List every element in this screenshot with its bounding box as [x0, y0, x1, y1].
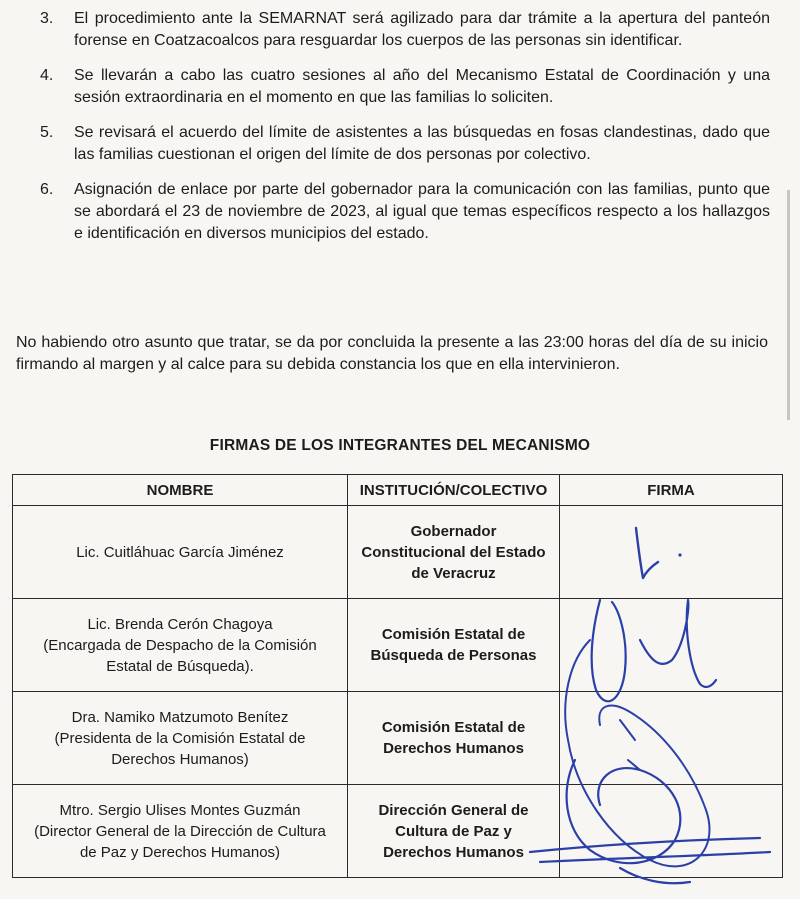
institution-cell: [348, 785, 560, 878]
name-line: (Presidenta de la Comisión Estatal de: [54, 729, 306, 747]
agreement-list: [40, 8, 770, 258]
institution-line: Gobernador: [410, 522, 497, 540]
institution-line: Constitucional del Estado: [361, 543, 546, 561]
name-line: Mtro. Sergio Ulises Montes Guzmán: [59, 801, 301, 819]
item-number: 3.: [40, 10, 54, 27]
item-number: 5.: [40, 124, 54, 141]
signature-cell: [560, 506, 783, 599]
institution-line: Derechos Humanos: [383, 843, 524, 861]
item-text: El procedimiento ante la SEMARNAT será agilizado para dar trámite a la apertura del panteón forense en Coatzacoalcos para resguardar los cuerpos de las personas sin identificar.: [74, 10, 770, 49]
scan-edge-line: [787, 190, 790, 420]
header-institucion: INSTITUCIÓN/COLECTIVO: [348, 475, 560, 506]
name-cell: [13, 599, 348, 692]
name-line: Lic. Brenda Cerón Chagoya: [87, 615, 273, 633]
table-header-row: [13, 475, 783, 506]
name-line: Estatal de Búsqueda).: [106, 657, 254, 675]
institution-cell: [348, 506, 560, 599]
list-item: [40, 179, 770, 245]
name-line: (Director General de la Dirección de Cultura: [34, 822, 326, 840]
name-cell: [13, 506, 348, 599]
signatures-table: [12, 474, 783, 878]
name-line: Dra. Namiko Matzumoto Benítez: [71, 708, 289, 726]
institution-line: Derechos Humanos: [383, 740, 524, 757]
institution-line: Comisión Estatal de: [381, 626, 526, 643]
list-item: [40, 65, 770, 109]
item-text: Se llevarán a cabo las cuatro sesiones al año del Mecanismo Estatal de Coordinación y una sesión extraordinaria en el momento en que las familias lo soliciten.: [74, 67, 770, 106]
item-number: 6.: [40, 181, 54, 198]
signature-cell: [560, 785, 783, 878]
name-line: Derechos Humanos): [111, 750, 249, 768]
list-item: [40, 122, 770, 166]
institution-line: de Veracruz: [411, 564, 496, 582]
institution-cell: [348, 599, 560, 692]
item-number: 4.: [40, 67, 54, 84]
list-item: [40, 8, 770, 52]
signature-cell: [560, 692, 783, 785]
table-row: [13, 599, 783, 692]
name-line: de Paz y Derechos Humanos): [79, 843, 281, 861]
institution-cell: [348, 692, 560, 785]
closing-paragraph: No habiendo otro asunto que tratar, se da por concluida la presente a las 23:00 horas del día de su inicio firmando al margen y al calce para su debida constancia los que en ella intervinieron.: [16, 334, 768, 373]
item-text: Se revisará el acuerdo del límite de asistentes a las búsquedas en fosas clandestinas, dado que las familias cuestionan el origen del límite de dos personas por colectivo.: [74, 124, 770, 163]
name-line: (Encargada de Despacho de la Comisión: [43, 636, 317, 654]
institution-line: Dirección General de: [378, 801, 529, 819]
table-row: [13, 506, 783, 599]
name-line: Lic. Cuitláhuac García Jiménez: [76, 543, 284, 561]
institution-line: Comisión Estatal de: [381, 719, 526, 736]
name-cell: [13, 692, 348, 785]
institution-line: Cultura de Paz y: [395, 822, 512, 840]
item-text: Asignación de enlace por parte del gobernador para la comunicación con las familias, punto que se abordará el 23 de noviembre de 2023, al igual que temas específicos respecto a los hallazgos e identificación en diversos municipios del estado.: [74, 181, 770, 242]
header-nombre: NOMBRE: [13, 475, 348, 506]
signature-cell: [560, 599, 783, 692]
table-row: [13, 692, 783, 785]
name-cell: [13, 785, 348, 878]
signatures-heading: FIRMAS DE LOS INTEGRANTES DEL MECANISMO: [209, 437, 591, 454]
institution-line: Búsqueda de Personas: [370, 647, 537, 664]
header-firma: FIRMA: [560, 475, 783, 506]
table-row: [13, 785, 783, 878]
